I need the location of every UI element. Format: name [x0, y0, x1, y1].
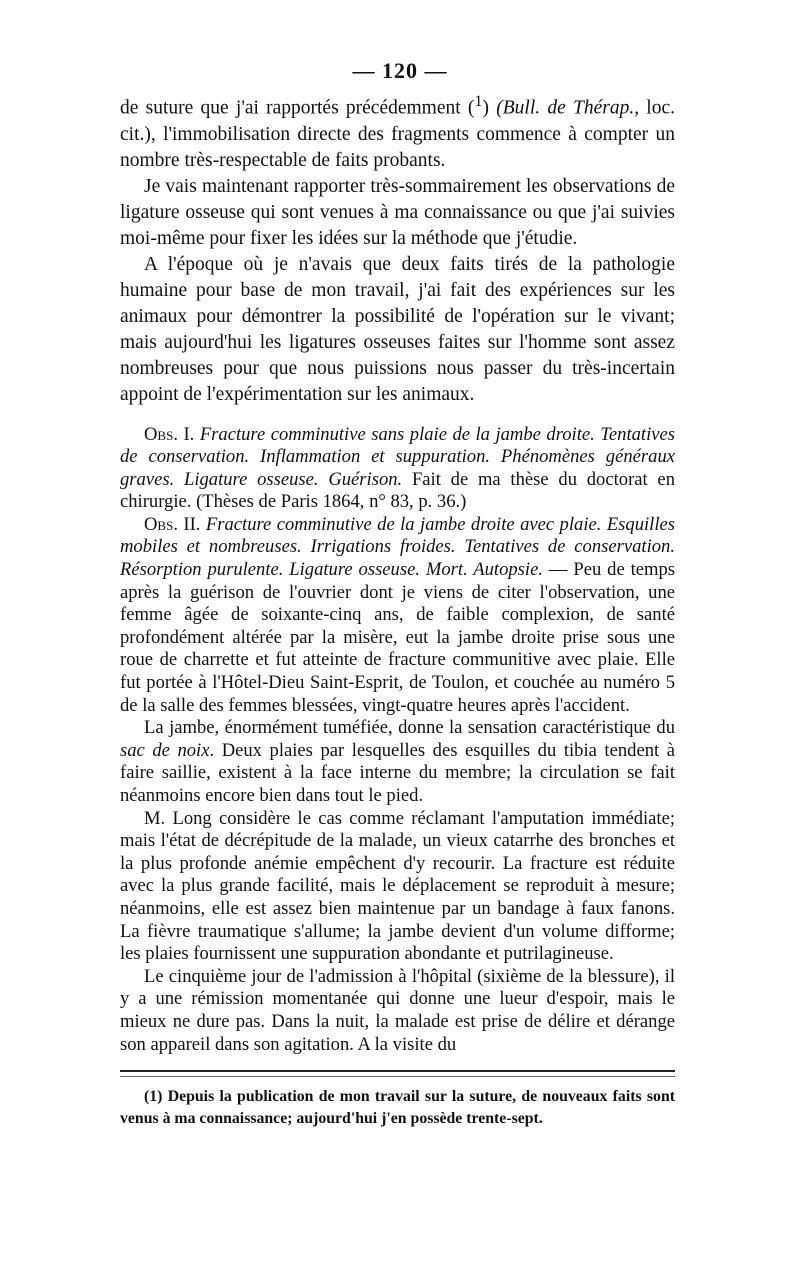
paragraph: Le cinquième jour de l'admission à l'hôpital (sixième de la blessure), il y a une rémission momentanée qui donne une lueur d'espoir, mais le mieux ne dure pas. Dans la nuit, la malade est prise de délire et dérange son appareil dans son agitation. A la visite du [120, 965, 675, 1055]
footnote-text: Depuis la publication de mon travail sur la suture, de nouveaux faits sont venus à ma connaissance; aujourd'hui j'en possède trente-sept. [120, 1088, 675, 1127]
paragraph: Je vais maintenant rapporter très-sommairement les observations de ligature osseuse qui sont venues à ma connaissance ou que j'ai suivies moi-même pour fixer les idées sur la méthode que j'étudie. [120, 175, 675, 249]
paragraph: La jambe, énormément tuméfiée, donne la sensation caractéristique du sac de noix. Deux plaies par lesquelles des esquilles du tibia tendent à faire saillie, existent à la face interne du membre; la circulation se fait néanmoins encore bien dans tout le pied. [120, 717, 675, 806]
paragraph: M. Long considère le cas comme réclamant l'amputation immédiate; mais l'état de décrépitude de la malade, un vieux catarrhe des bronches et la plus profonde anémie empêchent d'y recourir. La fracture est réduite avec la plus grande facilité, mais le déplacement se reproduit à mesure; néanmoins, elle est assez bien maintenue par un bandage à faux fanons. La fièvre traumatique s'allume; la jambe devient d'un volume difforme; les plaies fournissent une suppuration abondante et putrilagineuse. [120, 807, 675, 965]
observation-1 [120, 424, 675, 514]
observation-2: Obs. II. Fracture comminutive de la jambe droite avec plaie. Esquilles mobiles et nombreuses. Irrigations froides. Tentatives de conservation. Résorption purulente. Ligature osseuse. Mort. Autopsie. — Peu de temps après la guérison de l'ouvrier dont je viens de citer l'observation, une femme âgée de soixante-cinq ans, de faible complexion, de santé profondément altérée par la misère, eut la jambe droite prise sous une roue de charrette et fut atteinte de fracture communitive avec plaie. Elle fut portée à l'Hôtel-Dieu Saint-Esprit, de Toulon, et couchée au numéro 5 de la salle des femmes blessées, vingt-quatre heures après l'accident. [120, 513, 676, 716]
observation-source: Fait de ma thèse du doctorat en chirurgie. (Thèses de Paris 1864, n° 83, p. 36.) [120, 468, 675, 513]
observation-title: Fracture comminutive sans plaie de la jambe droite. Tentatives de conservation. Inflammation et suppuration. Phénomènes généraux graves. Ligature osseuse. Guérison. [120, 423, 675, 490]
page-number: — 120 — [352, 58, 448, 83]
observations-section [120, 424, 675, 1057]
main-text [120, 88, 675, 1056]
bibliographic-reference: (Bull. de Thérap., [496, 97, 640, 119]
observation-label: Obs. I. [144, 423, 195, 445]
observation-label: Obs. II. [144, 513, 201, 535]
observation-text: Peu de temps après la guérison de l'ouvrier dont je viens de citer l'observation, une femme âgée de soixante-cinq ans, de faible complexion, de santé profondément altérée par la misère, eut la jambe droite prise sous une roue de charrette et fut atteinte de fracture communitive avec plaie. Elle fut portée à l'Hôtel-Dieu Saint-Esprit, de Toulon, et couchée au numéro 5 de la salle des femmes blessées, vingt-quatre heures après l'accident. [120, 559, 676, 716]
footnote-marker: (1) [144, 1088, 163, 1105]
footnote-reference: 1 [474, 92, 483, 110]
footnote-divider-thin [120, 1076, 675, 1077]
paragraph: A l'époque où je n'avais que deux faits tirés de la pathologie humaine pour base de mon travail, j'ai fait des expériences sur les animaux pour démontrer la possibilité de l'opération sur le vivant; mais aujourd'hui les ligatures osseuses faites sur l'homme sont assez nombreuses pour que nous puissions nous passer du très-incertain appoint de l'expérimentation sur les animaux. [120, 253, 675, 405]
footnote-divider [120, 1070, 675, 1072]
italic-term: sac de noix [120, 739, 210, 761]
footnote [120, 1086, 675, 1130]
paragraph-continuation: de suture que j'ai rapportés précédemment ($^1$) (Bull. de Thérap., loc. cit.), l'immobilisation directe des fragments commence à compter un nombre très-respectable de faits probants. [120, 92, 676, 171]
observation-title: Fracture comminutive de la jambe droite avec plaie. Esquilles mobiles et nombreuses. Irrigations froides. Tentatives de conservation. Résorption purulente. Ligature osseuse. Mort. Autopsie. [120, 513, 675, 581]
